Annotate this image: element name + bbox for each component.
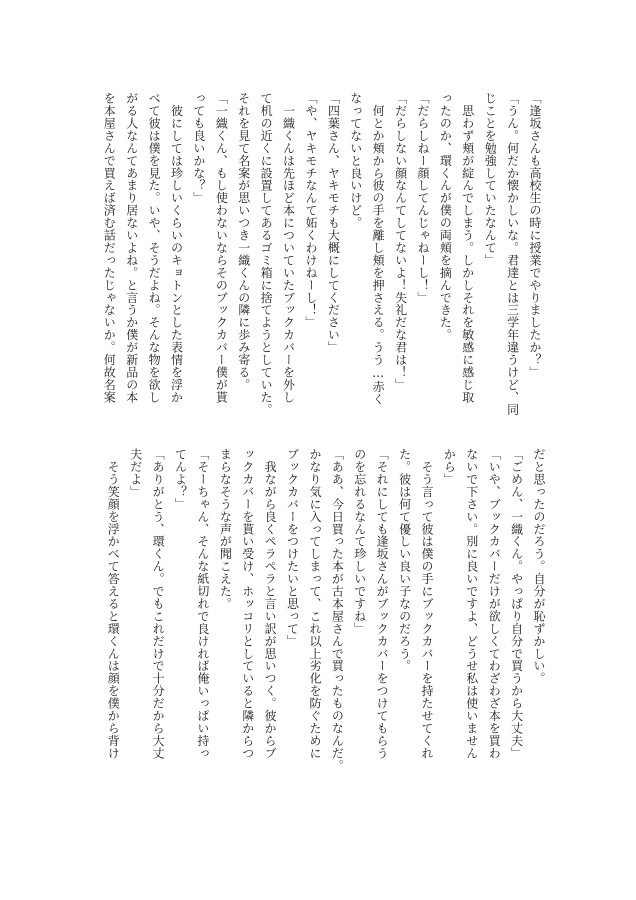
text-line: それを見て名案が思いつき一織くんの隣に歩み寄る。 <box>236 92 251 391</box>
text-line: 「ごめん、一織くん。やっぱり自分で買うから大丈夫」 <box>509 448 524 760</box>
text-line: から」 <box>442 448 457 486</box>
text-line: 「逢坂さんも高校生の時に授業でやりましたか？」 <box>528 92 542 379</box>
text-line: じことを勉強していたなんて」 <box>483 92 498 267</box>
text-line: べて彼は僕を見た。いや、そうだよね。そんな物を欲し <box>147 92 162 404</box>
text-line: を本屋さんで買えば済む話だったじゃないか。何故名案 <box>102 92 117 404</box>
text-line: なってないと良いけど。 <box>348 92 363 229</box>
text-line: 一織くんは先ほど本についていたブックカバーを外し <box>281 92 296 404</box>
text-line: そう言って彼は僕の手にブックカバーを持たせてくれ <box>419 448 434 760</box>
text-line: ックカバーを貰い受け、ホッコリとしていると隣からつ <box>240 448 255 760</box>
text-line: 「ああ、今日買った本が古本屋さんで買ったものなんだ。 <box>330 448 345 772</box>
text-line: て机の近くに設置してあるゴミ箱に捨てようとしていた。 <box>259 92 274 416</box>
text-line: 「そーちゃん、そんな紙切れで良ければ俺いっぱい持っ <box>195 448 210 760</box>
text-line: のを忘れるなんて珍しいですね」 <box>352 448 367 635</box>
text-line: 「一織くん、もし使わないならそのブックカバー僕が貰 <box>214 92 229 404</box>
text-line: 何とか頬から彼の手を離し頬を押さえる。うう…赤く <box>371 92 386 406</box>
top-text-block <box>86 92 546 424</box>
text-line: ないで下さい。別に良いですよ、どうせ私は使いません <box>464 448 479 760</box>
text-line: 「だらしねー顔してんじゃねーし！」 <box>415 92 430 304</box>
text-line: 彼にしては珍しいくらいのキョトンとした表情を浮か <box>169 92 184 404</box>
text-line: 思わず頬が綻んでしまう。しかしそれを敏感に感じ取 <box>460 92 475 404</box>
text-line: だと思ったのだろう。自分が恥ずかしい。 <box>532 448 546 685</box>
text-line: そう笑顔を浮かべて答えると環くんは顔を僕から背け <box>106 448 121 760</box>
bottom-text-block <box>90 448 550 780</box>
text-line: かなり気に入ってしまって、これ以上劣化を防ぐために <box>307 448 322 760</box>
text-line: ったのか、環くんが僕の両頬を摘んできた。 <box>438 92 453 341</box>
text-line: ブックカバーをつけたいと思って」 <box>285 448 300 648</box>
text-line: っても良いかな？」 <box>191 92 206 205</box>
text-line: 我ながら良くペラペラと言い訳が思いつく。彼からブ <box>263 448 278 760</box>
text-line: てんよ？」 <box>173 448 188 511</box>
text-line: 「や、ヤキモチなんて妬くわけねーし！」 <box>303 92 318 329</box>
text-line: 「いや、ブックカバーだけが欲しくてわざわざ本を買わ <box>487 448 502 760</box>
text-line: 夫だよ」 <box>128 448 143 498</box>
text-line: た。彼は何て優しい良い子なのだろう。 <box>397 448 412 673</box>
text-line: 「だらしない顔なんてしてないよ！失礼だな君は！」 <box>393 92 408 391</box>
text-line: まらなそうな声が聞こえた。 <box>218 448 233 610</box>
text-line: 「それにしても逢坂さんがブックカバーをつけてもらう <box>375 448 390 760</box>
text-line: 「うん。何だか懐かしいな。君達とは三学年違うけど、同 <box>505 92 520 416</box>
text-line: 「四葉さん、ヤキモチも大概にしてください」 <box>326 92 341 354</box>
text-line: 「ありがとう、環くん。でもこれだけで十分だから大丈 <box>151 448 166 760</box>
text-line: がる人なんてあまり居ないよね。と言うか僕が新品の本 <box>124 92 139 404</box>
